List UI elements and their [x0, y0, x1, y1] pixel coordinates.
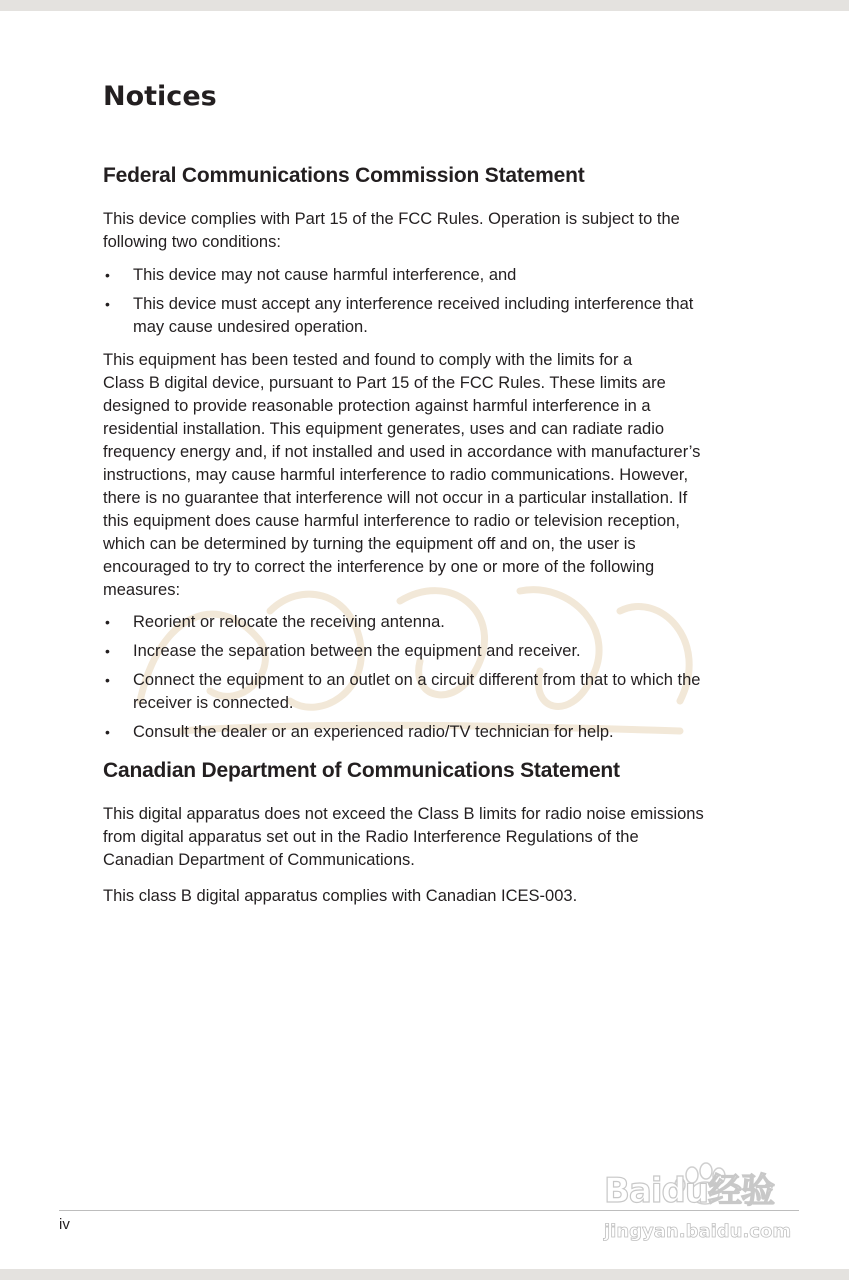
document-page [0, 11, 849, 1269]
fcc-body-line: measures: [103, 581, 181, 599]
fcc-body-line: This equipment has been tested and found to comply with the limits for a [103, 351, 633, 369]
fcc-body-line: designed to provide reasonable protection against harmful interference in a [103, 397, 651, 415]
bullet-marker: • [105, 267, 110, 283]
fcc-body-line: instructions, may cause harmful interference to radio communications. However, [103, 466, 689, 484]
fcc-body-line: there is no guarantee that interference will not occur in a particular installation. If [103, 489, 688, 507]
condition-item [103, 293, 743, 339]
page-title: Notices [103, 81, 217, 112]
fcc-body-line: frequency energy and, if not installed and used in accordance with manufacturer’s [103, 443, 701, 461]
brand-url: jingyan.baidu.com [604, 1221, 792, 1242]
measure-item [103, 669, 743, 715]
condition-item [103, 264, 743, 287]
fcc-body-line: which can be determined by turning the equipment off and on, the user is [103, 535, 636, 553]
measure-item [103, 611, 743, 634]
canadian-line: This digital apparatus does not exceed the Class B limits for radio noise emissions [103, 805, 704, 823]
measure-text: Increase the separation between the equipment and receiver. [133, 642, 581, 660]
measure-text: Reorient or relocate the receiving antenna. [133, 613, 445, 631]
fcc-body [103, 349, 743, 602]
measure-text [133, 669, 743, 715]
brand-name: Baidu经验 [604, 1171, 775, 1211]
fcc-body-line: encouraged to try to correct the interference by one or more of the following [103, 558, 655, 576]
fcc-body-line: residential installation. This equipment generates, uses and can radiate radio [103, 420, 665, 438]
measure-item [103, 721, 743, 744]
canadian-para [103, 803, 743, 872]
fcc-body-line: Class B digital device, pursuant to Part 15 of the FCC Rules. These limits are [103, 374, 666, 392]
measure-line: Connect the equipment to an outlet on a circuit different from that to which the [133, 671, 701, 689]
condition-line: may cause undesired operation. [133, 318, 368, 336]
bullet-marker: • [105, 296, 110, 312]
fcc-intro-line: This device complies with Part 15 of the FCC Rules. Operation is subject to the [103, 210, 680, 228]
bullet-marker: • [105, 672, 110, 688]
bullet-marker: • [105, 643, 110, 659]
fcc-intro [103, 208, 743, 254]
fcc-intro-line: following two conditions: [103, 233, 281, 251]
measure-text: Consult the dealer or an experienced radio/TV technician for help. [133, 723, 614, 741]
ices-statement: This class B digital apparatus complies with Canadian ICES-003. [103, 887, 578, 905]
bullet-marker: • [105, 614, 110, 630]
condition-text: This device may not cause harmful interference, and [133, 266, 517, 284]
condition-text [133, 293, 743, 339]
fcc-body-line: this equipment does cause harmful interference to radio or television reception, [103, 512, 680, 530]
canadian-line: from digital apparatus set out in the Radio Interference Regulations of the [103, 828, 639, 846]
canadian-line: Canadian Department of Communications. [103, 851, 415, 869]
canadian-heading: Canadian Department of Communications Statement [103, 759, 620, 782]
measure-line: receiver is connected. [133, 694, 294, 712]
bullet-marker: • [105, 724, 110, 740]
fcc-heading: Federal Communications Commission Statement [103, 164, 585, 187]
condition-line: This device must accept any interference received including interference that [133, 295, 694, 313]
measure-item [103, 640, 743, 663]
page-number: iv [59, 1216, 70, 1233]
